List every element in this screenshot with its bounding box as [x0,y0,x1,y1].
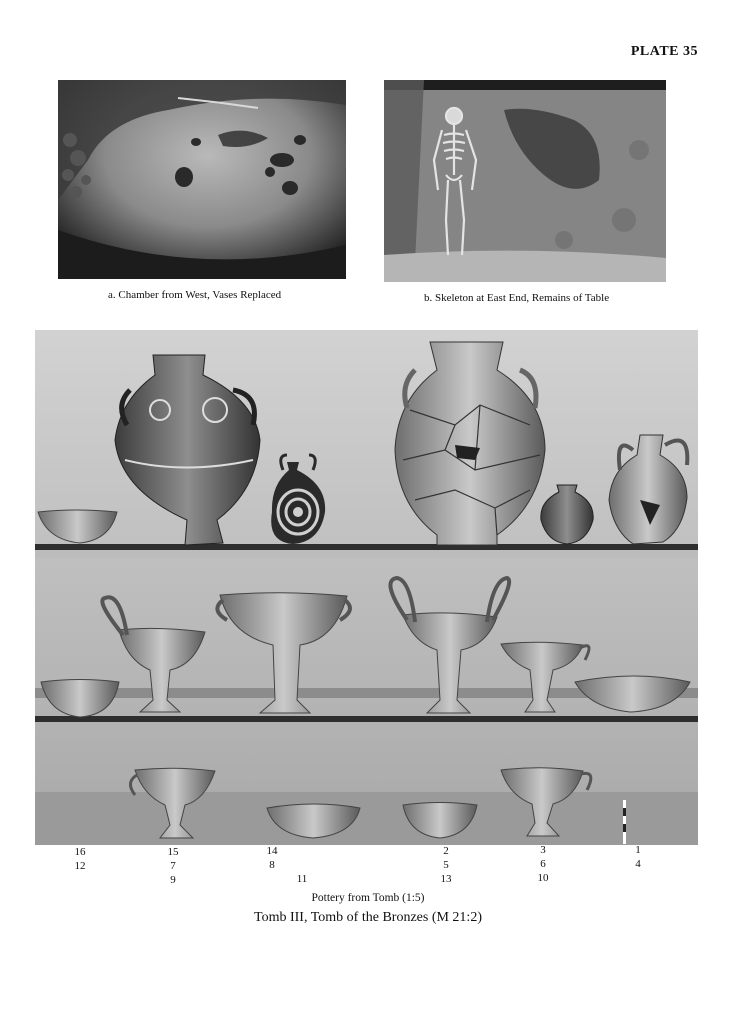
catalog-number: 9 [170,874,176,886]
catalog-number: 4 [635,858,641,870]
catalog-number: 7 [170,860,176,872]
caption-figure-b: b. Skeleton at East End, Remains of Table [424,292,610,304]
caption-figure-a: a. Chamber from West, Vases Replaced [108,289,282,301]
scale-bar [623,800,626,844]
catalog-number: 14 [266,845,278,857]
catalog-number: 15 [167,846,179,858]
catalog-number: 16 [74,846,86,858]
photo-chamber-from-west [58,80,346,279]
catalog-number: 11 [296,873,308,885]
catalog-number: 3 [540,844,546,856]
photo-skeleton-east-end [384,80,666,282]
pottery-caption: Pottery from Tomb (1:5) [311,892,425,904]
catalog-number: 5 [443,859,449,871]
catalog-number: 13 [440,873,452,885]
catalog-number: 2 [443,845,449,857]
catalog-number: 1 [635,844,641,856]
photo-pottery-shelves [35,330,698,845]
catalog-number: 8 [269,859,275,871]
catalog-number: 6 [540,858,546,870]
catalog-number: 12 [74,860,86,872]
catalog-number: 10 [537,872,549,884]
plate-label: PLATE 35 [630,44,698,59]
plate-title-caption: Tomb III, Tomb of the Bronzes (M 21:2) [254,910,482,925]
